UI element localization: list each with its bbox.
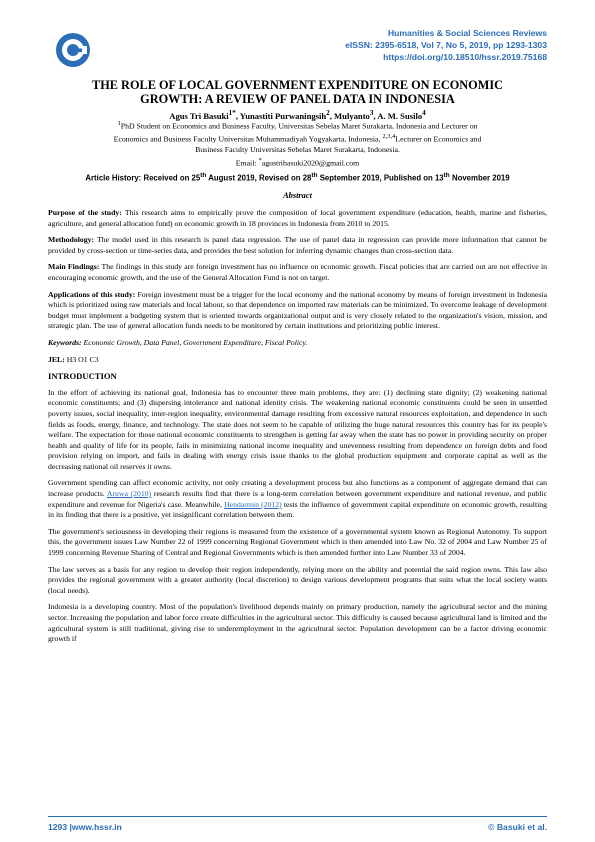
intro-heading: INTRODUCTION (48, 371, 117, 382)
author-2-sup: 2 (326, 109, 330, 117)
author-list: Agus Tri Basuki$^{1*}$, Yunastiti Purwaningsih$^2$, Mulyanto$^3$, A. M. Susilo$^4$ (169, 109, 426, 121)
author-1-sup: 1* (228, 109, 236, 117)
affil-sup-1: 1 (117, 120, 121, 127)
author-1: Agus Tri Basuki (169, 110, 229, 121)
findings-text: The findings in this study are foreign investment has no influence on economic growth. Fiscal policies that are carried out are not effective in encouraging economic growth, and the use of the General Allocation Fund is not on target. (48, 262, 547, 282)
title-line-2: GROWTH: A REVIEW OF PANEL DATA IN INDONESIA (140, 92, 455, 106)
history-published: September 2019, Published on 13 (317, 173, 444, 183)
title-line-1: THE ROLE OF LOCAL GOVERNMENT EXPENDITURE ON ECONOMIC (92, 78, 503, 92)
intro-paragraph-5: Indonesia is a developing country. Most of the population's livelihood depends mainly on primary production, namely the agricultural sector and the mining sector. Increasing the population and labor force create difficulties in the agricultural sector. This difficulty is caused because agricultural land is limited and the agricultural system is still traditional, giving rise to underemployment in the agricultural sector. Population development can be a factor driving economic growth if (48, 602, 547, 644)
history-sup-2: th (311, 172, 318, 179)
abstract-methodology (48, 235, 547, 256)
intro-paragraph-2 (48, 478, 547, 520)
author-2: Yunastiti Purwaningsih (239, 110, 327, 121)
intro-paragraph-1: In the effort of achieving its national goal, Indonesia has to encounter three main problems, they are: (1) declining state dignity; (2) weakening national economic constituents; and (3) dispersing intolerance and national identity crisis. The weakening national economic constituents could be seen in unsettled poverty issues, social inequality, inter-region inequality, environmental damage resulting from excessive natural resources exploitation, and dependence in such fields as foods, energy, finance, and technology. The state does not seem to be capable of utilizing the huge natural resources this country has for its people's welfare. The expectation for those national economic constituents to strengthen is getting far away when the state has no power in providing security on proper health and quality of life for its people, fails in minimizing national income inequality and unevenness resulting from dependence on foreign debts and food provision relying on import, and fails in dealing with energy crisis issue thanks to the global production equipment and corporate capital as well as the decreasing national oil reserves it owns. (48, 387, 547, 471)
keywords-label: Keywords: (48, 337, 82, 347)
affil-line-1: PhD Student on Economics and Business Faculty, Universitas Sebelas Maret Surakarta, Indonesia and Lecturer on (120, 121, 478, 131)
abstract-findings (48, 262, 547, 283)
keywords (48, 338, 547, 349)
affil-line-3: Business Faculty Universitas Sebelas Maret Surakarta, Indonesia. (195, 145, 400, 155)
citation-link-hendarmin[interactable]: Hendarmin (2012) (224, 499, 282, 509)
journal-logo (55, 32, 91, 68)
intro-p2-text-b: research results find that there is a long-term correlation between government expenditure and national revenue, and public expenditure and revenue for Nigeria's case. Meanwhile, (48, 489, 548, 509)
footer-rule (48, 816, 547, 817)
jel-codes (48, 355, 547, 366)
citation-link-aruwa[interactable]: Aruwa (2010) (106, 489, 152, 499)
affiliations (48, 119, 547, 169)
jel-text: H3 O1 C3 (66, 354, 99, 364)
journal-issue: eISSN: 2395-6518, Vol 7, No 5, 2019, pp 1293-1303 (345, 40, 547, 50)
affil-sup-2: 2,3,4 (382, 133, 396, 141)
email-sup: * (258, 156, 262, 164)
history-sup-1: th (200, 172, 207, 179)
intro-p2-text-a: Government spending can affect economic activity, not only creating a development process but also functions as a component of aggregate demand that can increase products. (48, 478, 547, 499)
history-revised: August 2019, Revised on 28 (206, 173, 312, 183)
intro-paragraph-3: The government's seriousness in developing their regions is measured from the existence of a governmental system known as Regional Autonomy. To support this, the government issues Law Number 22 of 1999 concerning Regional Government which is then amended into Law No. 32 of 2004 and Law Number 25 of 1999 concerning Revenue Sharing of Central and Regional Governments which is then amended further into Law Number 33 of 2004. (48, 526, 547, 558)
journal-name: Humanities & Social Sciences Reviews (387, 28, 547, 38)
purpose-label: Purpose of the study: (48, 208, 122, 217)
abstract-heading: Abstract (283, 191, 312, 200)
applications-label: Applications of this study: (48, 289, 136, 299)
abstract-purpose (48, 208, 547, 229)
keywords-text: Economic Growth, Data Panel, Government Expenditure, Fiscal Policy. (83, 337, 308, 347)
affil-line-2b: Lecturer on Economics and (395, 134, 482, 144)
email-address[interactable]: agustribasuki2020@gmail.com (261, 158, 360, 168)
paper-body (48, 208, 547, 651)
affil-line-2: Economics and Business Faculty Universitas Muhammadiyah Yogyakarta, Indonesia, (113, 134, 381, 144)
journal-header (345, 27, 547, 63)
jel-label: JEL: (48, 354, 65, 364)
author-4-sup: 4 (422, 109, 426, 117)
history-date-end: November 2019 (449, 173, 510, 183)
methodology-text: The model used in this research is panel data regression. The use of panel data in regression can provide more information that cannot be provided by cross-section or time-series data, and provides the best solution for inferring dynamic changes than cross-section data. (48, 235, 547, 255)
abstract-applications (48, 290, 547, 332)
journal-doi-link[interactable]: https://doi.org/10.18510/hssr.2019.75168 (383, 52, 547, 62)
purpose-text: This research aims to empirically prove the composition of local government expenditure (education, health, marine and fisheries, agriculture, and general allocation fund) on economic growth in 18 provinces in Indonesia from 2010 to 2015. (48, 208, 547, 228)
paper-title (48, 78, 547, 106)
email-label: Email: (235, 158, 257, 168)
methodology-label: Methodology: (48, 235, 95, 245)
applications-text: Foreign investment must be a trigger for the local economy and the national economy by means of foreign investment in Indonesia which is prioritized using raw materials and local labour, so that dependence on imported raw materials can be minimized. To overcome leakage of development budget must implement a budgeting system that is oriented towards organizational output and is very closely related to the organization's vision, mission, and strategic plan. The use of general allocation funds needs to be monitored by certain institutions and prioritizing public interest. (48, 289, 548, 331)
history-sup-3: th (443, 172, 450, 179)
findings-label: Main Findings: (48, 262, 100, 272)
intro-paragraph-4: The law serves as a basis for any region to develop their region independently, relying more on the ability and potential the said region owns. This law also provides the regional government with a greater authority (local discretion) to design various development programs that suits what the local society wants (local needs). (48, 564, 547, 595)
author-3: Mulyanto (334, 110, 370, 121)
history-received: Article History: Received on 25 (85, 173, 201, 183)
intro-p2-text-c: tests the influence of government capital expenditure on economic growth, resulting in its finding that there is a positive, yet insignificant correlation between them. (48, 499, 548, 520)
author-3-sup: 3 (369, 109, 374, 117)
footer-copyright: © Basuki et al. (488, 822, 547, 832)
footer-page-number[interactable]: 1293 |www.hssr.in (48, 822, 122, 832)
article-history (48, 172, 547, 183)
author-4: A. M. Susilo (377, 110, 423, 121)
